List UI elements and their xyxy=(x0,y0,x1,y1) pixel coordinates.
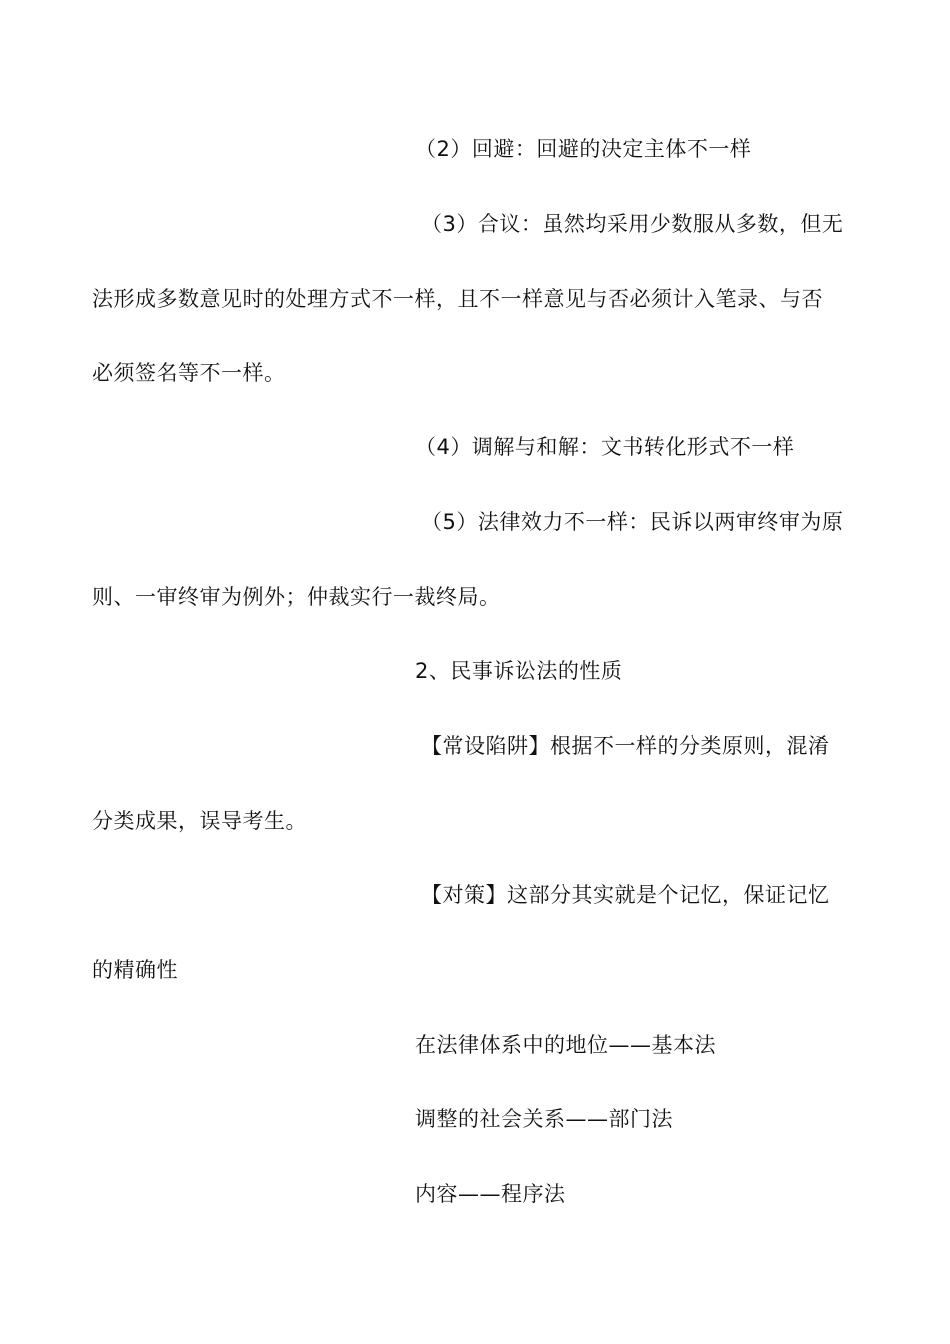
text-line-collegial-1: （3）合议：虽然均采用少数服从多数，但无 xyxy=(421,212,844,236)
text-line-strategy-1: 【对策】这部分其实就是个记忆，保证记忆 xyxy=(421,883,830,907)
section-heading: 2、民事诉讼法的性质 xyxy=(415,659,623,683)
text-line-legal-effect-2: 则、一审终审为例外；仲裁实行一裁终局。 xyxy=(92,585,501,609)
text-line-collegial-3: 必须签名等不一样。 xyxy=(92,361,286,385)
list-item-basic-law: 在法律体系中的地位——基本法 xyxy=(415,1033,716,1057)
text-line-strategy-2: 的精确性 xyxy=(92,958,178,982)
list-item-department-law: 调整的社会关系——部门法 xyxy=(415,1107,673,1131)
text-line-trap-2: 分类成果，误导考生。 xyxy=(92,809,307,833)
text-line-avoidance: （2）回避：回避的决定主体不一样 xyxy=(415,137,752,161)
text-line-mediation: （4）调解与和解：文书转化形式不一样 xyxy=(415,435,795,459)
text-line-legal-effect-1: （5）法律效力不一样：民诉以两审终审为原 xyxy=(421,510,844,534)
text-line-trap-1: 【常设陷阱】根据不一样的分类原则，混淆 xyxy=(421,734,830,758)
text-line-collegial-2: 法形成多数意见时的处理方式不一样，且不一样意见与否必须计入笔录、与否 xyxy=(92,287,823,311)
list-item-procedural-law: 内容——程序法 xyxy=(415,1182,566,1206)
